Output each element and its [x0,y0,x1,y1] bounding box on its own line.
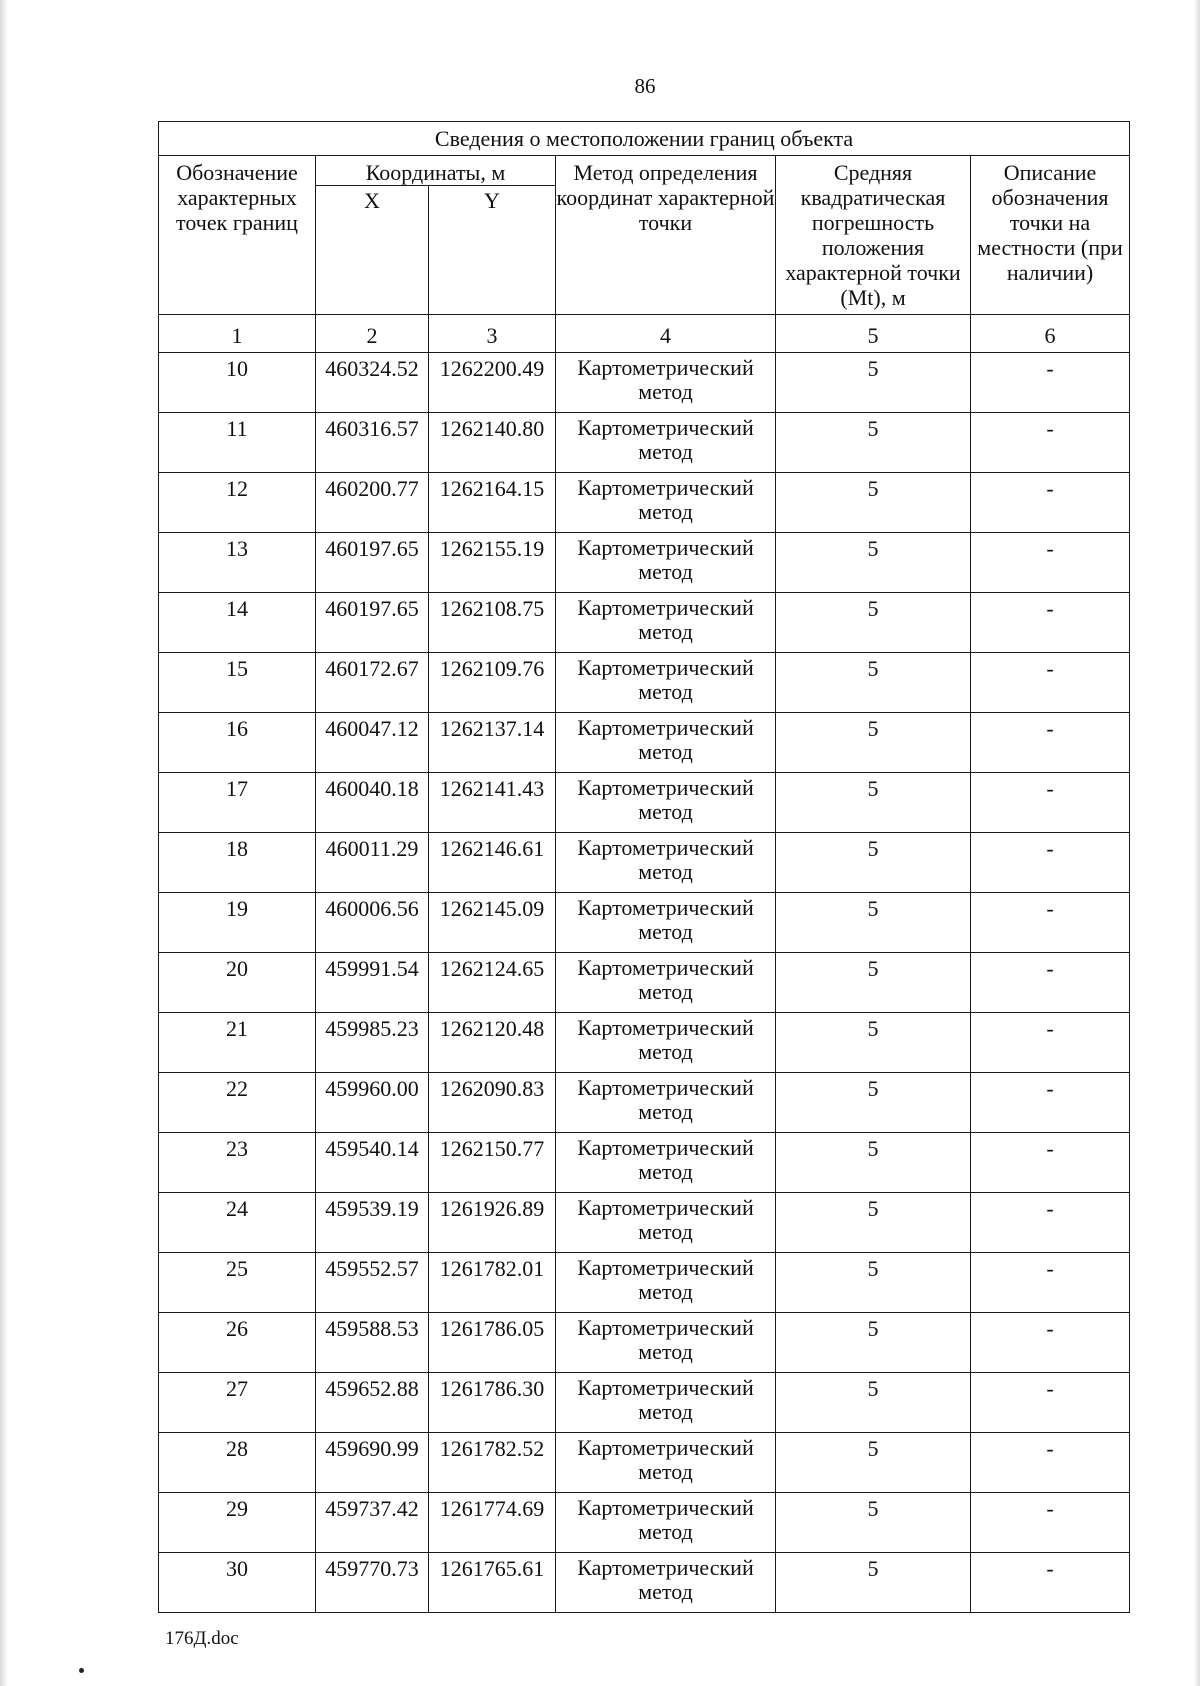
cell-description: - [971,1013,1130,1073]
column-number: 3 [429,315,556,353]
cell-error: 5 [776,653,971,713]
cell-method: Картометрический метод [556,1133,776,1193]
cell-method: Картометрический метод [556,1013,776,1073]
cell-x: 460040.18 [316,773,429,833]
cell-method: Картометрический метод [556,533,776,593]
cell-error: 5 [776,773,971,833]
cell-error: 5 [776,953,971,1013]
cell-x: 460011.29 [316,833,429,893]
header-x: X [316,186,429,315]
cell-x: 460316.57 [316,413,429,473]
table-row [159,833,1130,893]
cell-point: 11 [159,413,316,473]
cell-point: 16 [159,713,316,773]
cell-description: - [971,1073,1130,1133]
cell-description: - [971,593,1130,653]
cell-error: 5 [776,1493,971,1553]
cell-y: 1261765.61 [429,1553,556,1613]
cell-point: 18 [159,833,316,893]
boundary-coordinates-table [158,121,1130,1613]
cell-point: 23 [159,1133,316,1193]
cell-point: 25 [159,1253,316,1313]
cell-description: - [971,1193,1130,1253]
cell-y: 1262109.76 [429,653,556,713]
table-row [159,1013,1130,1073]
footer-filename: 176Д.doc [165,1628,239,1649]
cell-error: 5 [776,1133,971,1193]
cell-point: 15 [159,653,316,713]
scan-dot [79,1668,84,1673]
table-row [159,473,1130,533]
cell-y: 1262150.77 [429,1133,556,1193]
cell-point: 27 [159,1373,316,1433]
cell-description: - [971,833,1130,893]
cell-description: - [971,473,1130,533]
cell-error: 5 [776,1313,971,1373]
table-row [159,1073,1130,1133]
cell-x: 459540.14 [316,1133,429,1193]
cell-error: 5 [776,1433,971,1493]
cell-method: Картометрический метод [556,1193,776,1253]
cell-y: 1261926.89 [429,1193,556,1253]
cell-y: 1262146.61 [429,833,556,893]
cell-method: Картометрический метод [556,1433,776,1493]
cell-error: 5 [776,893,971,953]
cell-point: 29 [159,1493,316,1553]
table-row [159,1253,1130,1313]
cell-x: 459770.73 [316,1553,429,1613]
column-number: 2 [316,315,429,353]
column-number: 5 [776,315,971,353]
cell-point: 14 [159,593,316,653]
cell-point: 22 [159,1073,316,1133]
cell-y: 1262090.83 [429,1073,556,1133]
column-number: 1 [159,315,316,353]
cell-x: 460324.52 [316,353,429,413]
cell-x: 460047.12 [316,713,429,773]
header-designation: Обозначение характерных точек границ [159,156,316,315]
cell-method: Картометрический метод [556,1073,776,1133]
table-row [159,1553,1130,1613]
cell-point: 20 [159,953,316,1013]
column-number: 6 [971,315,1130,353]
header-error: Средняя квадратическая погрешность положения характерной точки (Mt), м [776,156,971,315]
cell-description: - [971,713,1130,773]
page-number: 86 [634,74,656,98]
cell-y: 1262140.80 [429,413,556,473]
cell-x: 459960.00 [316,1073,429,1133]
cell-y: 1262108.75 [429,593,556,653]
cell-description: - [971,653,1130,713]
cell-method: Картометрический метод [556,593,776,653]
cell-error: 5 [776,1253,971,1313]
table-row [159,1133,1130,1193]
table-row [159,1373,1130,1433]
cell-x: 460197.65 [316,533,429,593]
cell-error: 5 [776,713,971,773]
cell-x: 460006.56 [316,893,429,953]
cell-error: 5 [776,533,971,593]
table-body [159,353,1130,1613]
table-caption: Сведения о местоположении границ объекта [159,122,1130,156]
cell-point: 30 [159,1553,316,1613]
cell-y: 1262164.15 [429,473,556,533]
table-row [159,713,1130,773]
cell-x: 459588.53 [316,1313,429,1373]
cell-method: Картометрический метод [556,893,776,953]
cell-point: 10 [159,353,316,413]
table-row [159,1493,1130,1553]
cell-description: - [971,1373,1130,1433]
cell-method: Картометрический метод [556,413,776,473]
cell-method: Картометрический метод [556,773,776,833]
cell-x: 459652.88 [316,1373,429,1433]
cell-error: 5 [776,593,971,653]
cell-description: - [971,533,1130,593]
cell-y: 1262145.09 [429,893,556,953]
scan-edge-right [1194,0,1200,1686]
cell-method: Картометрический метод [556,1493,776,1553]
cell-error: 5 [776,1073,971,1133]
cell-x: 460200.77 [316,473,429,533]
table-row [159,953,1130,1013]
table-row [159,893,1130,953]
cell-y: 1261782.52 [429,1433,556,1493]
cell-method: Картометрический метод [556,473,776,533]
column-number-row [159,315,1130,353]
cell-error: 5 [776,413,971,473]
cell-x: 459539.19 [316,1193,429,1253]
cell-y: 1262120.48 [429,1013,556,1073]
cell-y: 1262137.14 [429,713,556,773]
cell-point: 24 [159,1193,316,1253]
cell-x: 459552.57 [316,1253,429,1313]
cell-x: 459991.54 [316,953,429,1013]
cell-description: - [971,413,1130,473]
cell-description: - [971,893,1130,953]
header-y: Y [429,186,556,315]
column-number: 4 [556,315,776,353]
table-row [159,593,1130,653]
table-row [159,413,1130,473]
cell-y: 1262124.65 [429,953,556,1013]
cell-x: 460197.65 [316,593,429,653]
cell-description: - [971,773,1130,833]
cell-method: Картометрический метод [556,653,776,713]
table-row [159,1313,1130,1373]
cell-description: - [971,1313,1130,1373]
cell-x: 459985.23 [316,1013,429,1073]
cell-method: Картометрический метод [556,1313,776,1373]
header-coordinates: Координаты, м [316,156,556,186]
cell-y: 1261786.30 [429,1373,556,1433]
table-row [159,773,1130,833]
cell-point: 12 [159,473,316,533]
cell-y: 1262200.49 [429,353,556,413]
table-row [159,533,1130,593]
cell-error: 5 [776,833,971,893]
table-row [159,1433,1130,1493]
cell-method: Картометрический метод [556,1253,776,1313]
cell-description: - [971,1433,1130,1493]
cell-description: - [971,953,1130,1013]
cell-method: Картометрический метод [556,1553,776,1613]
cell-point: 28 [159,1433,316,1493]
cell-y: 1262155.19 [429,533,556,593]
cell-method: Картометрический метод [556,953,776,1013]
cell-error: 5 [776,353,971,413]
cell-x: 459737.42 [316,1493,429,1553]
cell-error: 5 [776,1013,971,1073]
table-row [159,653,1130,713]
table-row [159,353,1130,413]
cell-x: 460172.67 [316,653,429,713]
cell-description: - [971,1133,1130,1193]
cell-method: Картометрический метод [556,833,776,893]
cell-description: - [971,1493,1130,1553]
cell-point: 19 [159,893,316,953]
cell-error: 5 [776,1193,971,1253]
cell-method: Картометрический метод [556,1373,776,1433]
table-row [159,1193,1130,1253]
cell-point: 13 [159,533,316,593]
header-method: Метод определения координат характерной точки [556,156,776,315]
cell-description: - [971,1553,1130,1613]
cell-point: 21 [159,1013,316,1073]
cell-method: Картометрический метод [556,353,776,413]
cell-point: 26 [159,1313,316,1373]
cell-y: 1261782.01 [429,1253,556,1313]
cell-point: 17 [159,773,316,833]
cell-x: 459690.99 [316,1433,429,1493]
cell-error: 5 [776,473,971,533]
scan-edge-left [0,0,8,1686]
cell-y: 1261774.69 [429,1493,556,1553]
cell-method: Картометрический метод [556,713,776,773]
cell-y: 1261786.05 [429,1313,556,1373]
cell-y: 1262141.43 [429,773,556,833]
cell-description: - [971,353,1130,413]
cell-error: 5 [776,1373,971,1433]
cell-error: 5 [776,1553,971,1613]
cell-description: - [971,1253,1130,1313]
header-description: Описание обозначения точки на местности (при наличии) [971,156,1130,315]
